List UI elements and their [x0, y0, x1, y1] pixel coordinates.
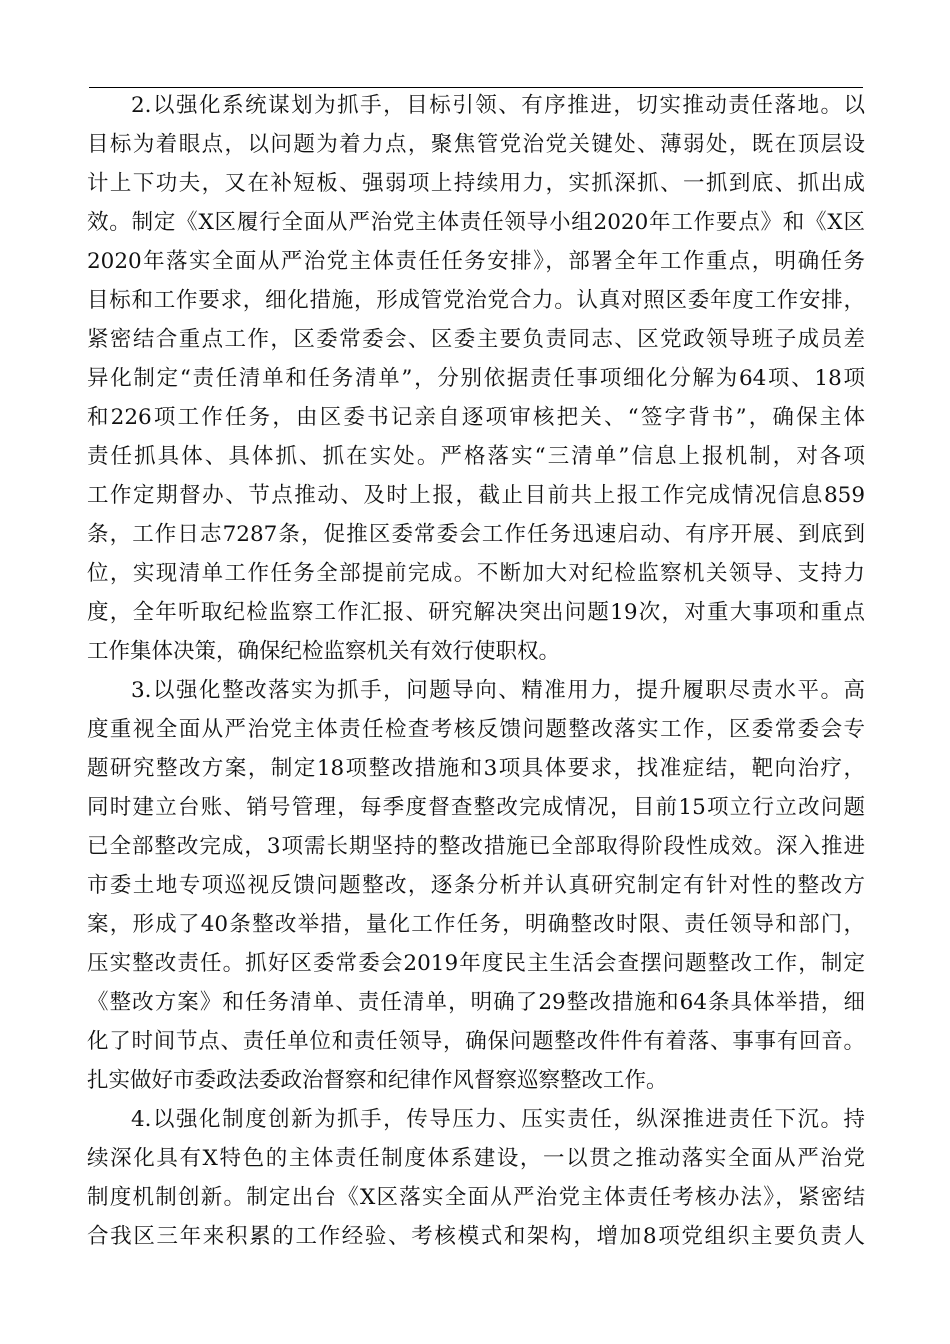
text-line: 计上下功夫，又在补短板、强弱项上持续用力，实抓深抓、一抓到底、抓出成: [87, 171, 865, 196]
text-line: 异化制定“责任清单和任务清单”，分别依据责任事项细化分解为64项、18项: [87, 366, 865, 391]
text-line: 紧密结合重点工作，区委常委会、区委主要负责同志、区党政领导班子成员差: [87, 327, 865, 352]
text-line: 已全部整改完成，3项需长期坚持的整改措施已全部取得阶段性成效。深入推进: [87, 834, 865, 859]
text-line: 和226项工作任务，由区委书记亲自逐项审核把关、“签字背书”，确保主体: [87, 405, 865, 430]
paragraph-4: [87, 1100, 865, 1256]
text-line: 扎实做好市委政法委政治督察和纪律作风督察巡察整改工作。: [87, 1068, 668, 1093]
text-line: 制度机制创新。制定出台《X区落实全面从严治党主体责任考核办法》，紧密结: [87, 1185, 865, 1210]
text-line: 目标为着眼点，以问题为着力点，聚焦管党治党关键处、薄弱处，既在顶层设: [87, 132, 865, 157]
text-line: 度重视全面从严治党主体责任检查考核反馈问题整改落实工作，区委常委会专: [87, 717, 865, 742]
document-body: [87, 86, 865, 1256]
paragraph-3: [87, 671, 865, 1100]
text-line: 4.以强化制度创新为抓手，传导压力、压实责任，纵深推进责任下沉。持: [131, 1107, 865, 1132]
text-line: 续深化具有X特色的主体责任制度体系建设，一以贯之推动落实全面从严治党: [87, 1146, 865, 1171]
text-line: 工作定期督办、节点推动、及时上报，截止目前共上报工作完成情况信息859: [87, 483, 865, 508]
text-line: 位，实现清单工作任务全部提前完成。不断加大对纪检监察机关领导、支持力: [87, 561, 865, 586]
text-line: 《整改方案》和任务清单、责任清单，明确了29整改措施和64条具体举措，细: [87, 990, 865, 1015]
text-line: 压实整改责任。抓好区委常委会2019年度民主生活会查摆问题整改工作，制定: [87, 951, 865, 976]
text-line: 案，形成了40条整改举措，量化工作任务，明确整改时限、责任领导和部门，: [87, 912, 865, 937]
text-line: 责任抓具体、具体抓、抓在实处。严格落实“三清单”信息上报机制，对各项: [87, 444, 865, 469]
text-line: 工作集体决策，确保纪检监察机关有效行使职权。: [87, 639, 561, 664]
text-line: 题研究整改方案，制定18项整改措施和3项具体要求，找准症结，靶向治疗，: [87, 756, 865, 781]
text-line: 化了时间节点、责任单位和责任领导，确保问题整改件件有着落、事事有回音。: [87, 1029, 865, 1054]
text-line: 3.以强化整改落实为抓手，问题导向、精准用力，提升履职尽责水平。高: [131, 678, 865, 703]
paragraph-2: [87, 86, 865, 671]
text-line: 2.以强化系统谋划为抓手，目标引领、有序推进，切实推动责任落地。以: [131, 93, 865, 118]
text-line: 度，全年听取纪检监察工作汇报、研究解决突出问题19次，对重大事项和重点: [87, 600, 865, 625]
text-line: 市委土地专项巡视反馈问题整改，逐条分析并认真研究制定有针对性的整改方: [87, 873, 865, 898]
text-line: 效。制定《X区履行全面从严治党主体责任领导小组2020年工作要点》和《X区: [87, 210, 865, 235]
text-line: 目标和工作要求，细化措施，形成管党治党合力。认真对照区委年度工作安排，: [87, 288, 865, 313]
text-line: 条，工作日志7287条，促推区委常委会工作任务迅速启动、有序开展、到底到: [87, 522, 865, 547]
text-line: 2020年落实全面从严治党主体责任任务安排》，部署全年工作重点，明确任务: [87, 249, 865, 274]
text-line: 合我区三年来积累的工作经验、考核模式和架构，增加8项党组织主要负责人: [87, 1224, 865, 1249]
text-line: 同时建立台账、销号管理，每季度督查整改完成情况，目前15项立行立改问题: [87, 795, 865, 820]
